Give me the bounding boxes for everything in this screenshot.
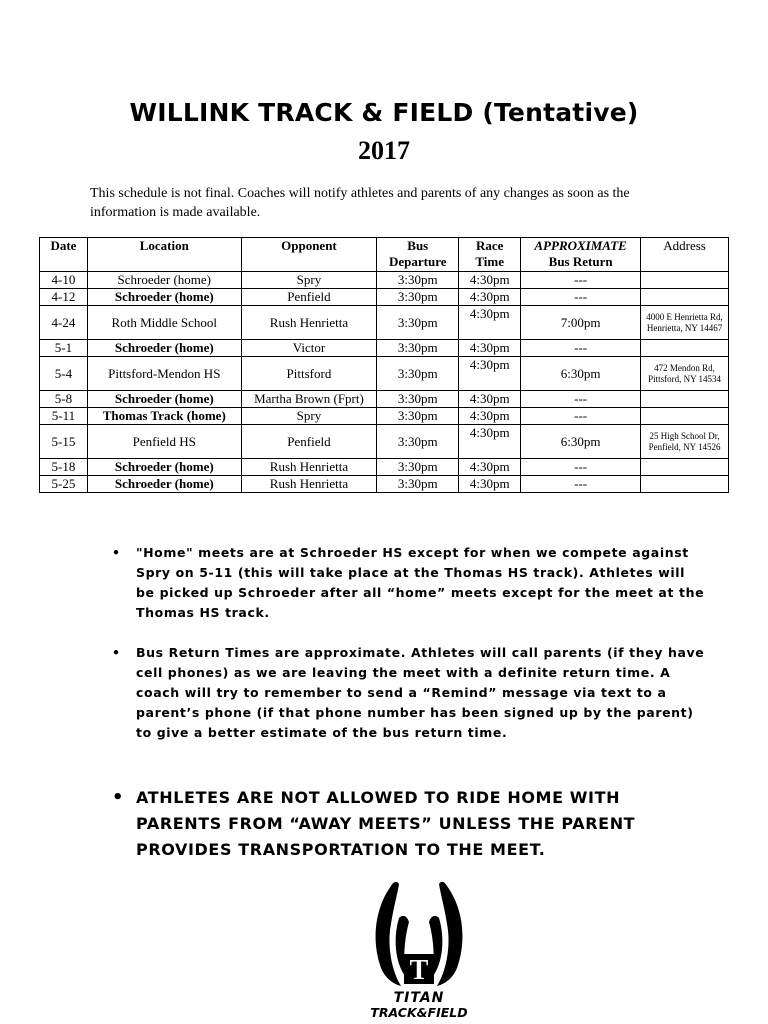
cell-location: Schroeder (home): [87, 459, 241, 476]
cell-date: 5-11: [40, 408, 88, 425]
cell-race: 4:30pm: [459, 459, 521, 476]
cell-departure: 3:30pm: [377, 408, 459, 425]
cell-return: ---: [521, 459, 641, 476]
note-text: ATHLETES ARE NOT ALLOWED TO RIDE HOME WITH PARENTS FROM “AWAY MEETS” UNLESS THE PARENT PROVIDES TRANSPORTATION TO THE MEET.: [136, 788, 636, 859]
cell-location: Schroeder (home): [87, 272, 241, 289]
note-bus-return: [108, 643, 708, 743]
cell-date: 4-12: [40, 289, 88, 306]
cell-date: 4-10: [40, 272, 88, 289]
cell-date: 5-15: [40, 425, 88, 459]
cell-opponent: Rush Henrietta: [241, 306, 377, 340]
header-bus-return-line1: APPROXIMATE: [534, 238, 627, 253]
note-text: "Home" meets are at Schroeder HS except for when we compete against Spry on 5-11 (this will take place at the Thomas HS track). Athletes will be picked up Schroeder after all “home” meets except for the meet at the Thomas HS track.: [136, 545, 705, 620]
cell-return: ---: [521, 391, 641, 408]
cell-return: 7:00pm: [521, 306, 641, 340]
cell-date: 5-8: [40, 391, 88, 408]
header-address: Address: [641, 238, 729, 272]
cell-address: [641, 408, 729, 425]
cell-race: 4:30pm: [459, 476, 521, 493]
cell-opponent: Spry: [241, 272, 377, 289]
cell-date: 5-4: [40, 357, 88, 391]
cell-opponent: Spry: [241, 408, 377, 425]
cell-race: 4:30pm: [459, 357, 521, 391]
header-date: Date: [40, 238, 88, 272]
cell-departure: 3:30pm: [377, 425, 459, 459]
cell-opponent: Rush Henrietta: [241, 459, 377, 476]
cell-departure: 3:30pm: [377, 357, 459, 391]
intro-paragraph: This schedule is not final. Coaches will notify athletes and parents of any changes as soon as the information is made available.: [90, 186, 630, 220]
cell-departure: 3:30pm: [377, 289, 459, 306]
table-row: [40, 476, 729, 493]
cell-race: 4:30pm: [459, 289, 521, 306]
header-race-time: [459, 238, 521, 272]
cell-departure: 3:30pm: [377, 272, 459, 289]
cell-date: 5-25: [40, 476, 88, 493]
table-row: [40, 391, 729, 408]
cell-race: 4:30pm: [459, 408, 521, 425]
cell-opponent: Rush Henrietta: [241, 476, 377, 493]
cell-opponent: Victor: [241, 340, 377, 357]
cell-return: 6:30pm: [521, 425, 641, 459]
cell-location: Schroeder (home): [87, 391, 241, 408]
cell-departure: 3:30pm: [377, 391, 459, 408]
cell-return: ---: [521, 272, 641, 289]
cell-opponent: Penfield: [241, 425, 377, 459]
cell-opponent: Pittsford: [241, 357, 377, 391]
table-row: [40, 272, 729, 289]
cell-return: ---: [521, 289, 641, 306]
cell-race: 4:30pm: [459, 425, 521, 459]
cell-location: Pittsford-Mendon HS: [87, 357, 241, 391]
cell-address: [641, 476, 729, 493]
cell-address: [641, 391, 729, 408]
cell-location: Schroeder (home): [87, 340, 241, 357]
cell-address: [641, 272, 729, 289]
cell-departure: 3:30pm: [377, 340, 459, 357]
cell-departure: 3:30pm: [377, 476, 459, 493]
cell-departure: 3:30pm: [377, 306, 459, 340]
header-bus-departure: [377, 238, 459, 272]
logo-text-track-field: TRACK&FIELD: [370, 1005, 468, 1020]
cell-race: 4:30pm: [459, 272, 521, 289]
schedule-table: [39, 237, 729, 493]
header-location: Location: [87, 238, 241, 272]
header-bus-departure-line1: Bus: [407, 238, 429, 253]
bullet-icon: •: [112, 645, 121, 660]
note-home-meets: [108, 543, 708, 623]
cell-address: 472 Mendon Rd, Pittsford, NY 14534: [641, 357, 729, 391]
cell-address: [641, 459, 729, 476]
header-race-time-line2: Time: [475, 254, 505, 269]
header-opponent: Opponent: [241, 238, 377, 272]
logo-text-titan: TITAN: [393, 990, 445, 1006]
table-row: [40, 340, 729, 357]
table-header-row: [40, 238, 729, 272]
header-bus-departure-line2: Departure: [389, 254, 447, 269]
cell-location: Schroeder (home): [87, 289, 241, 306]
cell-address: 25 High School Dr, Penfield, NY 14526: [641, 425, 729, 459]
cell-address: [641, 289, 729, 306]
cell-race: 4:30pm: [459, 391, 521, 408]
header-bus-return: [521, 238, 641, 272]
page-year: 2017: [358, 136, 410, 165]
bullet-icon: •: [112, 545, 121, 560]
cell-opponent: Martha Brown (Fprt): [241, 391, 377, 408]
cell-date: 5-1: [40, 340, 88, 357]
note-ride-home-warning: [108, 785, 708, 863]
cell-location: Penfield HS: [87, 425, 241, 459]
cell-address: 4000 E Henrietta Rd, Henrietta, NY 14467: [641, 306, 729, 340]
bullet-icon: •: [112, 787, 125, 808]
cell-date: 4-24: [40, 306, 88, 340]
cell-address: [641, 340, 729, 357]
cell-race: 4:30pm: [459, 306, 521, 340]
cell-departure: 3:30pm: [377, 459, 459, 476]
table-row: [40, 357, 729, 391]
note-text: Bus Return Times are approximate. Athletes will call parents (if they have cell phones) as we are leaving the meet with a definite return time. A coach will try to remember to send a “Remind” message via text to a parent’s phone (if that phone number has been signed up by the parent) to give a better estimate of the bus return time.: [136, 645, 705, 740]
cell-return: 6:30pm: [521, 357, 641, 391]
cell-opponent: Penfield: [241, 289, 377, 306]
cell-race: 4:30pm: [459, 340, 521, 357]
cell-date: 5-18: [40, 459, 88, 476]
header-bus-return-line2: Bus Return: [548, 254, 613, 269]
notes-list: [108, 543, 708, 863]
table-row: [40, 425, 729, 459]
header-race-time-line1: Race: [475, 238, 504, 253]
cell-location: Schroeder (home): [87, 476, 241, 493]
cell-return: ---: [521, 340, 641, 357]
table-row: [40, 408, 729, 425]
cell-return: ---: [521, 476, 641, 493]
table-row: [40, 306, 729, 340]
table-row: [40, 289, 729, 306]
page-title: WILLINK TRACK & FIELD (Tentative): [129, 98, 639, 127]
cell-location: Thomas Track (home): [87, 408, 241, 425]
logo-letter: T: [409, 955, 429, 986]
cell-return: ---: [521, 408, 641, 425]
cell-location: Roth Middle School: [87, 306, 241, 340]
table-row: [40, 459, 729, 476]
